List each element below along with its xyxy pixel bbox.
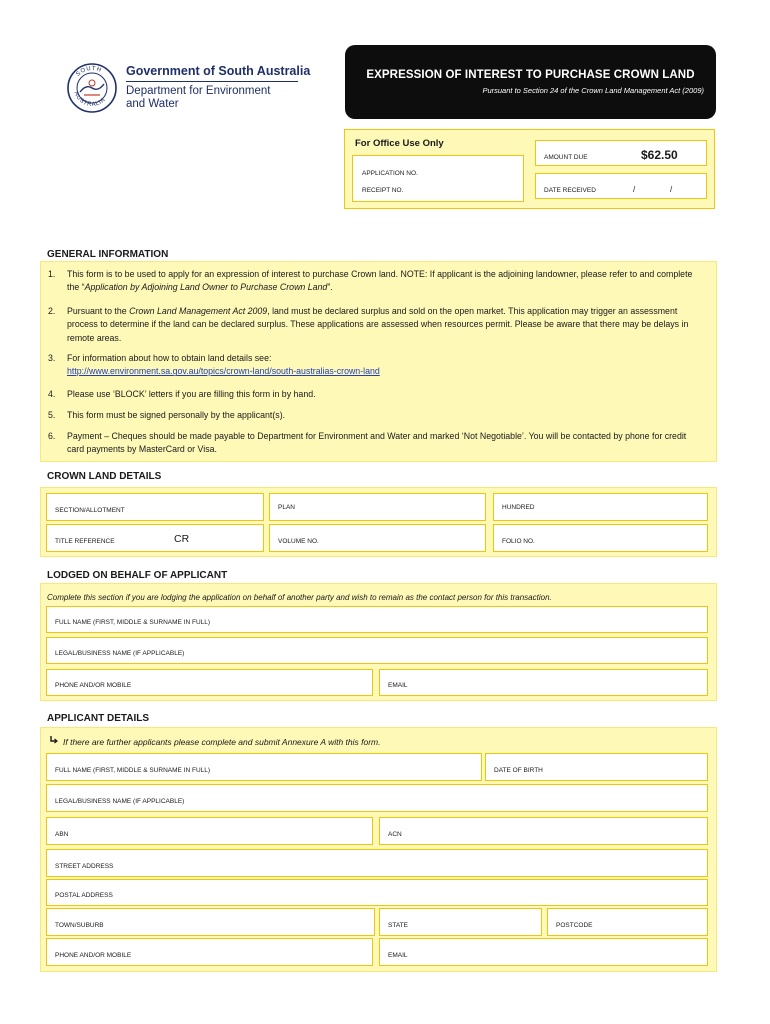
email-label: EMAIL: [388, 682, 408, 689]
legal-name-label: LEGAL/BUSINESS NAME (IF APPLICABLE): [55, 650, 185, 657]
receipt-no-label: RECEIPT NO.: [362, 187, 404, 194]
crown-land-heading: CROWN LAND DETAILS: [47, 471, 162, 482]
postal-address-field[interactable]: [46, 879, 708, 906]
info-item-number: 6.: [48, 431, 56, 441]
org-divider: [126, 81, 298, 82]
state-field[interactable]: [379, 908, 542, 936]
title-reference-value: CR: [174, 533, 190, 545]
general-info-panel: [40, 261, 717, 462]
info-item: [48, 430, 704, 457]
date-received-field[interactable]: [535, 173, 707, 199]
info-item-number: 2.: [48, 306, 56, 316]
full-name-label: FULL NAME (FIRST, MIDDLE & SURNAME IN FULL): [55, 619, 211, 626]
crown-land-panel: [40, 487, 717, 557]
office-use-box: [344, 129, 715, 209]
info-item-number: 3.: [48, 353, 56, 363]
info-item-text: For information about how to obtain land details see:: [67, 353, 272, 363]
phone-label: PHONE AND/OR MOBILE: [55, 682, 132, 689]
date-of-birth-label: DATE OF BIRTH: [494, 767, 543, 774]
street-address-label: STREET ADDRESS: [55, 863, 114, 870]
title-reference-field[interactable]: [46, 524, 264, 552]
abn-label: ABN: [55, 831, 69, 838]
hundred-field[interactable]: [493, 493, 708, 521]
applicant-panel: [40, 727, 717, 972]
info-item-number: 1.: [48, 269, 56, 279]
folio-no-label: FOLIO NO.: [502, 538, 535, 545]
section-allotment-field[interactable]: [46, 493, 264, 521]
form-title: EXPRESSION OF INTEREST TO PURCHASE CROWN LAND: [366, 69, 695, 81]
info-item: [48, 352, 704, 379]
applicant-email-field[interactable]: [379, 938, 708, 966]
date-of-birth-field[interactable]: [485, 753, 708, 781]
applicant-heading: APPLICANT DETAILS: [47, 713, 150, 724]
seal-text-top: SOUTH: [75, 65, 103, 78]
crown-land-info-link[interactable]: http://www.environment.sa.gov.au/topics/crown-land/south-australias-crown-land: [67, 366, 380, 377]
volume-no-label: VOLUME NO.: [278, 538, 319, 545]
info-item-text: Payment – Cheques should be made payable to Department for Environment and Water and marked ‘Not Negotiable’. You will be contacted by phone for credit card payments by MasterCard or Visa.: [67, 431, 687, 455]
lodged-heading: LODGED ON BEHALF OF APPLICANT: [47, 570, 228, 581]
seal-text-bottom: AUSTRALIA: [72, 91, 107, 109]
form-subtitle: Pursuant to Section 24 of the Crown Land Management Act (2009): [482, 86, 704, 95]
applicant-phone-field[interactable]: [46, 938, 373, 966]
down-arrow-note-icon: [49, 735, 59, 745]
info-item-emphasis: Application by Adjoining Land Owner to Purchase Crown Land: [84, 282, 328, 293]
postcode-label: POSTCODE: [556, 922, 593, 929]
postcode-field[interactable]: [547, 908, 708, 936]
date-received-label: DATE RECEIVED: [544, 187, 596, 194]
info-item-emphasis: Crown Land Management Act 2009: [129, 306, 268, 316]
section-allotment-label: SECTION/ALLOTMENT: [55, 507, 125, 514]
sa-government-seal-icon: [66, 62, 118, 114]
plan-label: PLAN: [278, 504, 295, 511]
state-label: STATE: [388, 922, 408, 929]
lodged-panel: [40, 583, 717, 701]
lodged-note: Complete this section if you are lodging the application on behalf of another party and wish to remain as the contact person for this transaction.: [47, 593, 552, 602]
applicant-full-name-field[interactable]: [46, 753, 482, 781]
phone-label: PHONE AND/OR MOBILE: [55, 952, 132, 959]
info-item: [48, 305, 704, 345]
org-name: Government of South Australia: [126, 64, 311, 78]
date-separator: /: [670, 185, 673, 194]
date-separator: /: [633, 185, 636, 194]
legal-name-label: LEGAL/BUSINESS NAME (IF APPLICABLE): [55, 798, 185, 805]
general-info-heading: GENERAL INFORMATION: [47, 249, 169, 260]
info-item-text: ”.: [327, 282, 333, 293]
info-item-text: This form must be signed personally by the applicant(s).: [67, 410, 286, 420]
application-no-label: APPLICATION NO.: [362, 170, 418, 177]
info-item-text: , land must be declared surplus and sold on the open market. This application may trigger an assessment process to determine if the land can be declared surplus. These applications are assessed when resources permit. Please be aware that there may be delays in remote areas.: [67, 306, 689, 343]
info-item-text: This form is to be used to apply for an expression of interest to purchase Crown land. NOTE: If applicant is the adjoining landowner, please refer to and complete the “: [67, 269, 693, 293]
info-item-text: Please use ‘BLOCK’ letters if you are filling this form in by hand.: [67, 389, 316, 399]
lodged-full-name-field[interactable]: [46, 606, 708, 633]
lodged-phone-field[interactable]: [46, 669, 373, 696]
full-name-label: FULL NAME (FIRST, MIDDLE & SURNAME IN FULL): [55, 767, 211, 774]
info-item: [48, 409, 704, 422]
title-reference-label: TITLE REFERENCE: [55, 538, 115, 545]
email-label: EMAIL: [388, 952, 408, 959]
lodged-legal-name-field[interactable]: [46, 637, 708, 664]
acn-label: ACN: [388, 831, 402, 838]
info-item-number: 5.: [48, 410, 56, 420]
form-title-box: [345, 45, 716, 119]
abn-field[interactable]: [46, 817, 373, 845]
org-dept-line2: and Water: [126, 98, 179, 110]
applicant-legal-name-field[interactable]: [46, 784, 708, 812]
info-item: [48, 268, 704, 295]
folio-no-field[interactable]: [493, 524, 708, 552]
acn-field[interactable]: [379, 817, 708, 845]
government-logo: [66, 62, 311, 112]
info-item: [48, 388, 704, 401]
town-suburb-field[interactable]: [46, 908, 375, 936]
info-item-number: 4.: [48, 389, 56, 399]
street-address-field[interactable]: [46, 849, 708, 877]
lodged-email-field[interactable]: [379, 669, 708, 696]
applicant-note: If there are further applicants please complete and submit Annexure A with this form.: [63, 737, 381, 747]
amount-due-field[interactable]: [535, 140, 707, 166]
postal-address-label: POSTAL ADDRESS: [55, 892, 113, 899]
amount-due-value: $62.50: [641, 148, 678, 162]
org-dept-line1: Department for Environment: [126, 85, 271, 97]
town-suburb-label: TOWN/SUBURB: [55, 922, 104, 929]
volume-no-field[interactable]: [269, 524, 486, 552]
application-receipt-field[interactable]: [352, 155, 524, 202]
hundred-label: HUNDRED: [502, 504, 535, 511]
plan-field[interactable]: [269, 493, 486, 521]
amount-due-label: AMOUNT DUE: [544, 154, 588, 161]
info-item-text: Pursuant to the: [67, 306, 130, 316]
office-use-heading: For Office Use Only: [355, 138, 444, 149]
